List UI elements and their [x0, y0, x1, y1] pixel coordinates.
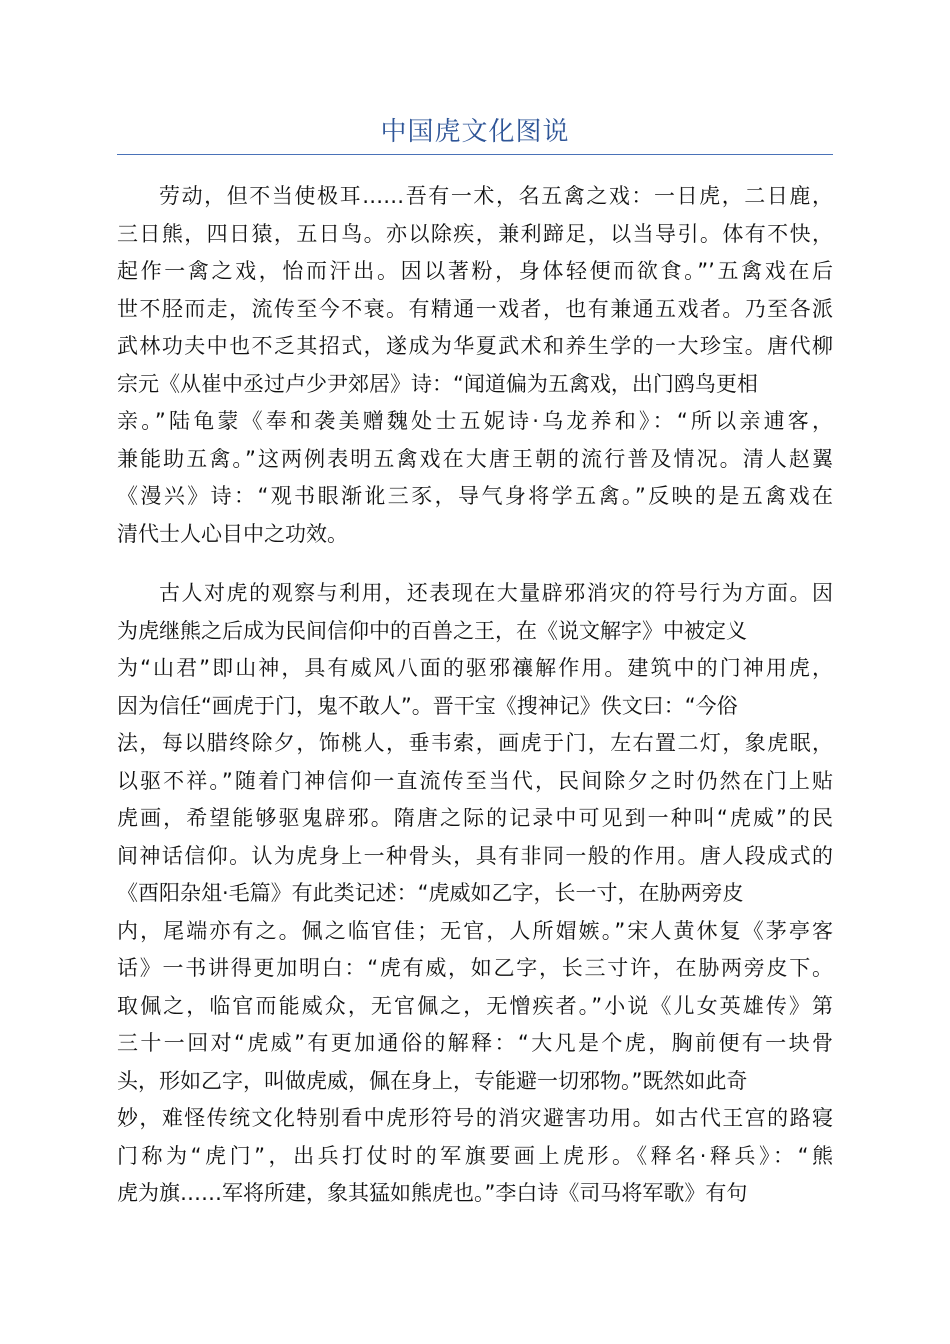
page-title: 中国虎文化图说	[380, 117, 570, 147]
text-line: 清代士人心目中之功效。	[117, 521, 348, 546]
title-underline-rule	[117, 154, 833, 155]
text-line: 武林功夫中也不乏其招式，遂成为华夏武术和养生学的一大珍宝。唐代柳	[117, 334, 833, 358]
paragraph-spacer	[117, 553, 833, 575]
text-line: 门称为“虎门”，出兵打仗时的军旗要画上虎形。《释名·释兵》：“熊	[117, 1143, 833, 1168]
text-line: 《漫兴》诗：“观书眼渐讹三豕，导气身将学五禽。”反映的是五禽戏在	[117, 484, 833, 508]
text-line: 间神话信仰。认为虎身上一种骨头，具有非同一般的作用。唐人段成式的	[117, 843, 833, 868]
text-line: 劳动，但不当使极耳……吾有一术，名五禽之戏：一日虎，二日鹿，	[159, 184, 833, 208]
text-line: 为虎继熊之后成为民间信仰中的百兽之王，在《说文解字》中被定义	[117, 618, 747, 643]
text-line: 虎画，希望能够驱鬼辟邪。隋唐之际的记录中可见到一种叫“虎威”的民	[117, 806, 833, 830]
text-line: 起作一禽之戏，怡而汗出。因以著粉，身体轻便而欲食。”’五禽戏在后	[117, 259, 833, 283]
text-line: 古人对虎的观察与利用，还表现在大量辟邪消灾的符号行为方面。因	[159, 581, 833, 605]
text-line: 《酉阳杂俎·毛篇》有此类记述：“虎威如乙字，长一寸，在胁两旁皮	[117, 881, 744, 905]
text-line: 头，形如乙字，叫做虎威，佩在身上，专能避一切邪物。”既然如此奇	[117, 1068, 748, 1093]
text-line: 三十一回对“虎威”有更加通俗的解释：“大凡是个虎，胸前便有一块骨	[117, 1031, 833, 1055]
text-line: 话》一书讲得更加明白：“虎有威，如乙字，长三寸许，在胁两旁皮下。	[117, 956, 833, 980]
text-line: 兼能助五禽。”这两例表明五禽戏在大唐王朝的流行普及情况。清人赵翼	[117, 446, 833, 471]
text-line: 虎为旗……军将所建，象其猛如熊虎也。”李白诗《司马将军歌》有句	[117, 1181, 748, 1205]
text-line: 三日熊，四日猿，五日鸟。亦以除疾，兼利蹄足，以当导引。体有不快，	[117, 221, 833, 246]
paragraph-1	[117, 178, 833, 553]
text-line: 内，尾端亦有之。佩之临官佳；无官，人所媢嫉。”宋人黄休复《茅亭客	[117, 918, 833, 943]
text-line: 世不胫而走，流传至今不衰。有精通一戏者，也有兼通五戏者。乃至各派	[117, 296, 833, 321]
text-line: 亲。”陆龟蒙《奉和袭美赠魏处士五妮诗·乌龙养和》：“所以亲逋客，	[117, 409, 833, 433]
text-line: 因为信任“画虎于门，鬼不敢人”。晋干宝《搜神记》佚文曰：“今俗	[117, 693, 738, 718]
text-line: 为“山君”即山神，具有威风八面的驱邪禳解作用。建筑中的门神用虎，	[117, 656, 833, 680]
body-text	[117, 178, 833, 1213]
text-line: 以驱不祥。”随着门神信仰一直流传至当代，民间除夕之时仍然在门上贴	[117, 768, 833, 793]
text-line: 取佩之，临官而能威众，无官佩之，无憎疾者。”小说《儿女英雄传》第	[117, 993, 833, 1018]
text-line: 法，每以腊终除夕，饰桃人，垂韦索，画虎于门，左右置二灯，象虎眠，	[117, 731, 833, 755]
text-line: 妙，难怪传统文化特别看中虎形符号的消灾避害功用。如古代王宫的路寝	[117, 1106, 833, 1130]
text-line: 宗元《从崔中丞过卢少尹郊居》诗：“闻道偏为五禽戏，出门鸥鸟更相	[117, 371, 758, 396]
paragraph-2	[117, 575, 833, 1213]
